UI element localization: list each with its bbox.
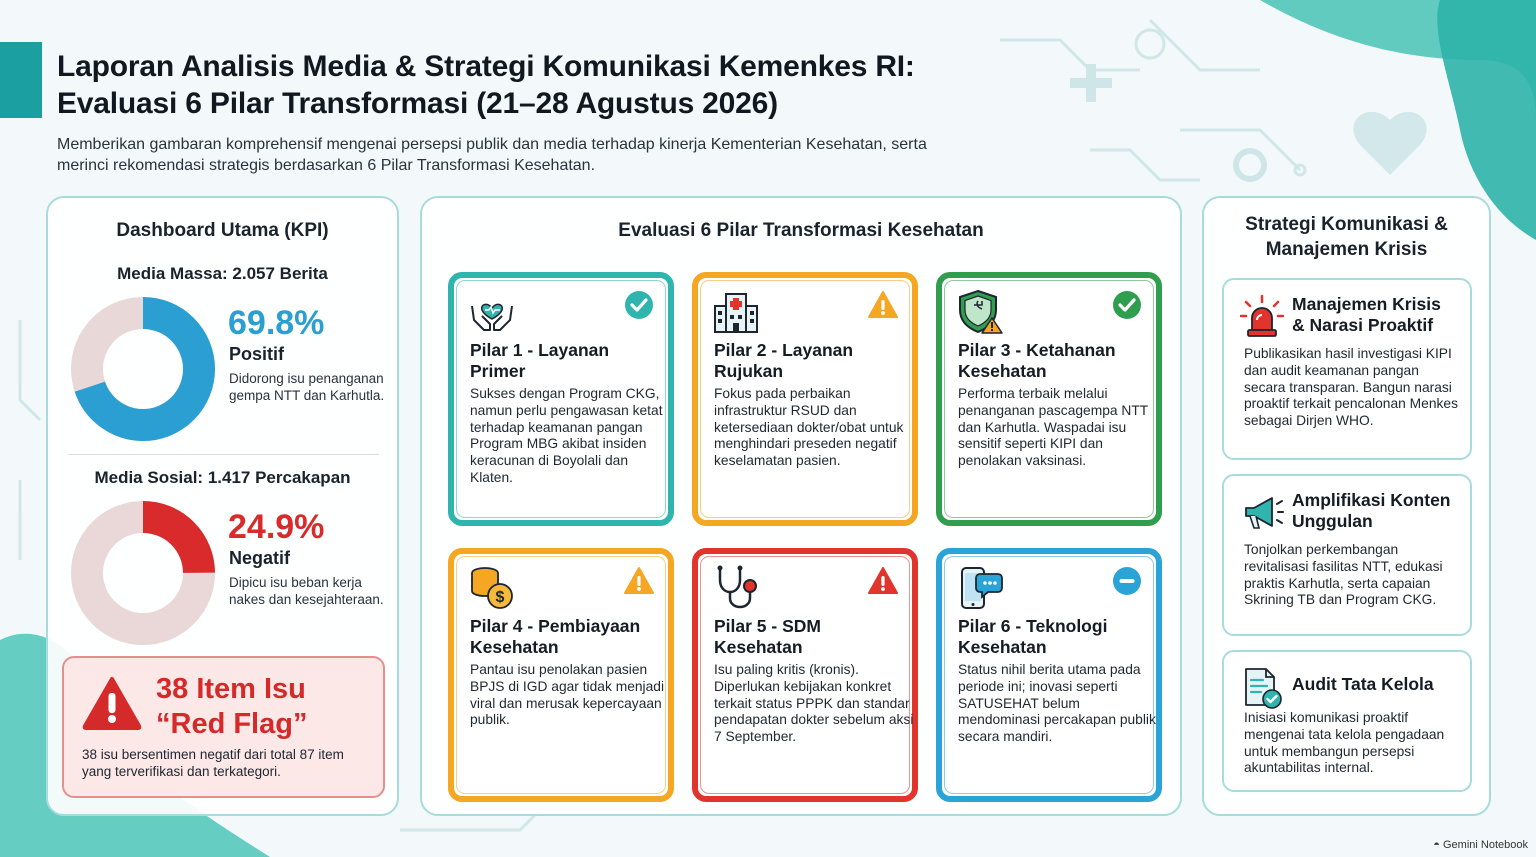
kpi-divider — [68, 454, 379, 455]
social-media-percent: 24.9% — [228, 508, 325, 546]
strategy-crisis-title — [1292, 294, 1468, 336]
mass-media-desc: Didorong isu penanganan gempa NTT dan Karhutla. — [229, 371, 385, 403]
social-media-donut — [70, 500, 216, 646]
kpi-title: Dashboard Utama (KPI) — [116, 220, 329, 241]
strategy-amplify-title-line-2: Unggulan — [1292, 511, 1373, 531]
pillar-4-title-line-1: Pilar 4 - Pembiayaan — [470, 616, 641, 636]
strategy-card-audit — [1222, 650, 1472, 792]
pillar-1-title-line-2: Primer — [470, 361, 526, 381]
shield-alert-icon — [956, 288, 1004, 334]
smartphone-chat-icon — [956, 564, 1004, 610]
pillar-1-desc: Sukses dengan Program CKG, namun perlu pengawasan ketat terhadap keamanan pangan Program MBG akibat insiden keracunan di Boyolali dan Klaten. — [470, 386, 663, 485]
warning-icon — [624, 566, 654, 596]
red-flag-desc: 38 isu bersentimen negatif dari total 87 item yang terverifikasi dan terkategori. — [82, 747, 344, 779]
pillar-6-title-line-2: Kesehatan — [958, 637, 1047, 657]
pillar-card-5 — [692, 548, 918, 802]
title-line-2: Evaluasi 6 Pilar Transformasi (21–28 Agustus 2026) — [57, 87, 778, 120]
siren-icon — [1240, 294, 1284, 338]
strategy-audit-title-line-1: Audit Tata Kelola — [1292, 674, 1434, 694]
pillar-6-title-line-1: Pilar 6 - Teknologi — [958, 616, 1108, 636]
pillar-card-1 — [448, 272, 674, 526]
pillar-6-title — [958, 616, 1154, 658]
check-circle-icon — [1112, 290, 1142, 320]
red-flag-title-line-2: “Red Flag” — [156, 708, 308, 740]
svg-text:$: $ — [495, 589, 505, 606]
pillar-1-title-line-1: Pilar 1 - Layanan — [470, 340, 610, 360]
strategy-amplify-title-line-1: Amplifikasi Konten — [1292, 490, 1451, 510]
strategy-title-line-2: Manajemen Krisis — [1265, 239, 1428, 260]
pillars-panel — [420, 196, 1182, 816]
danger-icon — [868, 566, 898, 596]
pillar-card-4 — [448, 548, 674, 802]
pillars-title: Evaluasi 6 Pilar Transformasi Kesehatan — [618, 220, 984, 241]
title-line-1: Laporan Analisis Media & Strategi Komunikasi Kemenkes RI: — [57, 50, 915, 83]
pillar-2-title — [714, 340, 910, 382]
pillar-3-title-line-1: Pilar 3 - Ketahanan — [958, 340, 1116, 360]
pillar-5-desc: Isu paling kritis (kronis). Diperlukan kebijakan konkret terkait status PPPK dan standar pendapatan dokter sebelum aksi 7 September. — [714, 662, 914, 745]
pillar-4-title-line-2: Kesehatan — [470, 637, 559, 657]
pillar-2-title-line-1: Pilar 2 - Layanan — [714, 340, 854, 360]
strategy-amplify-desc: Tonjolkan perkembangan revitalisasi fasilitas NTT, edukasi praktis Karhutla, serta capaian Skrining TB dan Program CKG. — [1244, 542, 1443, 608]
strategy-audit-desc: Inisiasi komunikasi proaktif mengenai tata kelola pengadaan untuk membangun persepsi akuntabilitas internal. — [1244, 710, 1445, 776]
pillar-4-title — [470, 616, 666, 658]
mass-media-percent: 69.8% — [228, 304, 325, 342]
pillar-5-title-line-2: Kesehatan — [714, 637, 803, 657]
minus-circle-icon — [1112, 566, 1142, 596]
strategy-audit-title — [1292, 674, 1468, 695]
pillar-2-title-line-2: Rujukan — [714, 361, 784, 381]
document-check-icon — [1240, 666, 1284, 710]
social-media-label: Negatif — [229, 548, 291, 568]
pillar-card-6 — [936, 548, 1162, 802]
strategy-title — [1204, 212, 1489, 262]
mass-media-heading: Media Massa: 2.057 Berita — [117, 264, 328, 283]
strategy-title-line-1: Strategi Komunikasi & — [1245, 214, 1448, 235]
stethoscope-icon — [712, 564, 760, 610]
warning-icon — [868, 290, 898, 320]
brand-label — [1433, 839, 1528, 851]
accent-bar — [0, 42, 42, 118]
brand-text: Gemini Notebook — [1443, 839, 1528, 851]
strategy-crisis-title-line-1: Manajemen Krisis — [1292, 294, 1441, 314]
strategy-crisis-title-line-2: & Narasi Proaktif — [1292, 315, 1434, 335]
strategy-panel — [1202, 196, 1491, 816]
kpi-panel — [46, 196, 399, 816]
header — [57, 48, 977, 176]
mass-media-label: Positif — [229, 344, 285, 364]
strategy-card-amplify — [1222, 474, 1472, 636]
pillar-6-desc: Status nihil berita utama pada periode ini; inovasi seperti SATUSEHAT belum mendominasi percakapan publik secara mandiri. — [958, 662, 1156, 745]
pillar-card-2 — [692, 272, 918, 526]
strategy-card-crisis — [1222, 278, 1472, 460]
social-media-desc: Dipicu isu beban kerja nakes dan kesejahteraan. — [229, 575, 384, 607]
strategy-crisis-desc: Publikasikan hasil investigasi KIPI dan audit keamanan pangan secara transparan. Bangun narasi proaktif terkait pencalonan Menkes sebagai Dirjen WHO. — [1244, 346, 1458, 429]
coins-icon — [468, 564, 516, 610]
strategy-amplify-title — [1292, 490, 1468, 532]
social-media-heading: Media Sosial: 1.417 Percakapan — [94, 468, 351, 487]
pillar-1-title — [470, 340, 666, 382]
brand-logo-icon: ◓ — [1433, 839, 1443, 851]
megaphone-icon — [1240, 490, 1284, 534]
pillar-5-title-line-1: Pilar 5 - SDM — [714, 616, 821, 636]
pillar-card-3 — [936, 272, 1162, 526]
pillar-4-desc: Pantau isu penolakan pasien BPJS di IGD agar tidak menjadi viral dan merusak kepercayaan publik. — [470, 662, 665, 728]
pillar-3-title-line-2: Kesehatan — [958, 361, 1047, 381]
hands-heart-icon — [468, 288, 516, 334]
red-flag-title — [156, 672, 307, 742]
pillar-2-desc: Fokus pada perbaikan infrastruktur RSUD dan ketersediaan dokter/obat untuk menghindari preseden negatif keselamatan pasien. — [714, 386, 904, 469]
red-flag-card — [62, 656, 385, 798]
hospital-icon — [712, 288, 760, 334]
red-flag-title-line-1: 38 Item Isu — [156, 673, 306, 705]
page-title — [57, 48, 977, 122]
pillar-3-desc: Performa terbaik melalui penanganan pascagempa NTT dan Karhutla. Waspadai isu sensitif seperti KIPI dan penolakan vaksinasi. — [958, 386, 1148, 469]
check-circle-icon — [624, 290, 654, 320]
warning-triangle-icon — [82, 676, 142, 730]
pillar-3-title — [958, 340, 1154, 382]
mass-media-donut — [70, 296, 216, 442]
pillar-5-title — [714, 616, 910, 658]
page-subtitle: Memberikan gambaran komprehensif mengenai persepsi publik dan media terhadap kinerja Kementerian Kesehatan, serta merinci rekomendasi strategis berdasarkan 6 Pilar Transformasi Kesehatan. — [57, 136, 927, 174]
